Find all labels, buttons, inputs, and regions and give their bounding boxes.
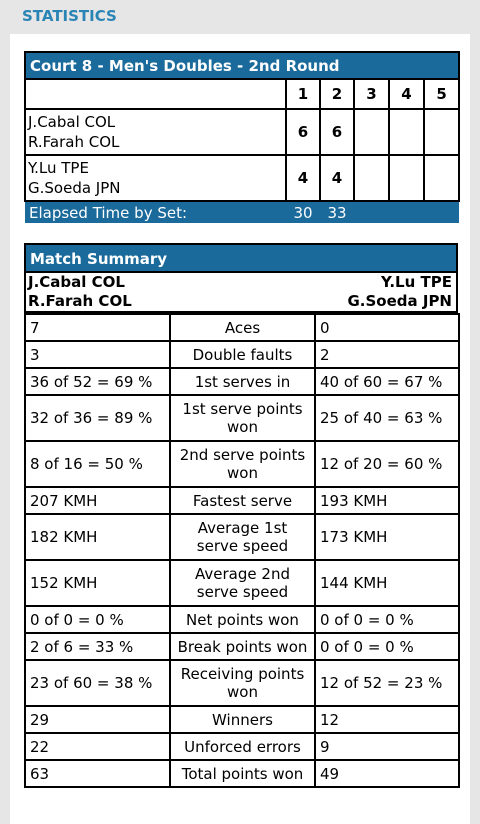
section-title: STATISTICS (22, 7, 117, 25)
stat-left: 32 of 36 = 89 % (25, 395, 170, 441)
summary-left-player2: R.Farah COL (28, 292, 132, 310)
stat-label: 1st serves in (170, 368, 315, 395)
team1-player2: R.Farah COL (28, 133, 120, 151)
set-header-2: 2 (320, 79, 354, 109)
team1-set2: 6 (320, 109, 354, 155)
team2-set3 (354, 155, 389, 201)
stat-label: Total points won (170, 760, 315, 787)
match-summary (24, 243, 458, 788)
summary-right-player2: G.Soeda JPN (347, 292, 452, 310)
match-title: Court 8 - Men's Doubles - 2nd Round (25, 52, 459, 79)
team1-set1: 6 (286, 109, 320, 155)
stat-right: 40 of 60 = 67 % (315, 368, 459, 395)
stat-left: 36 of 52 = 69 % (25, 368, 170, 395)
stat-label: Net points won (170, 606, 315, 633)
stat-right: 12 of 52 = 23 % (315, 660, 459, 706)
stat-right: 25 of 40 = 63 % (315, 395, 459, 441)
stat-row (25, 606, 459, 633)
stat-label: Fastest serve (170, 487, 315, 514)
team2-set5 (424, 155, 459, 201)
stat-row (25, 733, 459, 760)
team2-player1: Y.Lu TPE (28, 159, 89, 177)
set-header-5: 5 (424, 79, 459, 109)
stat-right: 49 (315, 760, 459, 787)
stat-label: 2nd serve points won (170, 441, 315, 487)
set-header-1: 1 (286, 79, 320, 109)
stat-row (25, 314, 459, 341)
elapsed-label: Elapsed Time by Set: (25, 201, 286, 223)
elapsed-set2: 33 (320, 201, 354, 223)
stat-row (25, 341, 459, 368)
stat-row (25, 441, 459, 487)
stat-right: 12 (315, 706, 459, 733)
stat-label: Break points won (170, 633, 315, 660)
stat-left: 23 of 60 = 38 % (25, 660, 170, 706)
stat-row (25, 706, 459, 733)
summary-right-player1: Y.Lu TPE (380, 273, 452, 291)
stat-left: 22 (25, 733, 170, 760)
elapsed-set5 (424, 201, 459, 223)
stat-right: 0 of 0 = 0 % (315, 606, 459, 633)
summary-left-team (28, 273, 132, 311)
stat-right: 144 KMH (315, 560, 459, 606)
scoreboard-table (24, 51, 460, 223)
summary-title: Match Summary (24, 243, 458, 271)
stats-table (24, 313, 460, 788)
stat-right: 193 KMH (315, 487, 459, 514)
stat-label: Double faults (170, 341, 315, 368)
elapsed-set3 (354, 201, 389, 223)
stat-left: 182 KMH (25, 514, 170, 560)
stat-row (25, 760, 459, 787)
stat-row (25, 560, 459, 606)
stat-label: 1st serve points won (170, 395, 315, 441)
stat-left: 2 of 6 = 33 % (25, 633, 170, 660)
stat-right: 0 (315, 314, 459, 341)
stat-label: Receiving points won (170, 660, 315, 706)
summary-left-player1: J.Cabal COL (28, 273, 125, 291)
stat-right: 0 of 0 = 0 % (315, 633, 459, 660)
team1-players (25, 109, 286, 155)
stat-left: 8 of 16 = 50 % (25, 441, 170, 487)
team2-set1: 4 (286, 155, 320, 201)
team1-player1: J.Cabal COL (28, 113, 116, 131)
summary-right-team (347, 273, 452, 311)
set-header-4: 4 (389, 79, 424, 109)
stat-right: 9 (315, 733, 459, 760)
stat-left: 29 (25, 706, 170, 733)
stat-left: 152 KMH (25, 560, 170, 606)
stat-label: Average 1st serve speed (170, 514, 315, 560)
stat-left: 0 of 0 = 0 % (25, 606, 170, 633)
summary-teams (24, 271, 458, 313)
stat-label: Aces (170, 314, 315, 341)
team1-set3 (354, 109, 389, 155)
elapsed-set1: 30 (286, 201, 320, 223)
stat-label: Winners (170, 706, 315, 733)
team2-players (25, 155, 286, 201)
stat-row (25, 660, 459, 706)
team1-set5 (424, 109, 459, 155)
stat-left: 7 (25, 314, 170, 341)
stat-row (25, 633, 459, 660)
stat-row (25, 368, 459, 395)
stat-left: 63 (25, 760, 170, 787)
stat-right: 2 (315, 341, 459, 368)
stat-left: 207 KMH (25, 487, 170, 514)
team1-set4 (389, 109, 424, 155)
stat-left: 3 (25, 341, 170, 368)
elapsed-set4 (389, 201, 424, 223)
stat-row (25, 514, 459, 560)
team2-player2: G.Soeda JPN (28, 179, 121, 197)
stat-right: 12 of 20 = 60 % (315, 441, 459, 487)
stat-label: Unforced errors (170, 733, 315, 760)
set-header-3: 3 (354, 79, 389, 109)
set-header-blank (25, 79, 286, 109)
team2-set2: 4 (320, 155, 354, 201)
team2-set4 (389, 155, 424, 201)
stat-row (25, 395, 459, 441)
stat-row (25, 487, 459, 514)
stat-label: Average 2nd serve speed (170, 560, 315, 606)
stat-right: 173 KMH (315, 514, 459, 560)
